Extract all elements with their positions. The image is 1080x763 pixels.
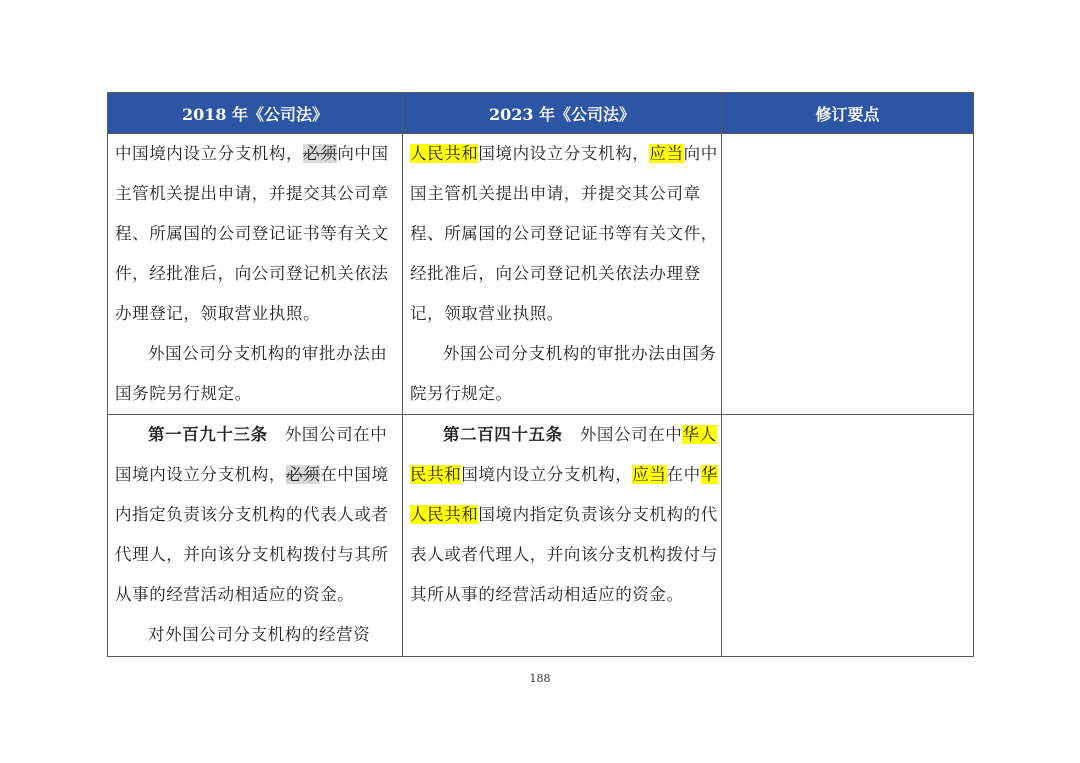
paragraph [410, 134, 718, 334]
article-number: 第一百九十三条 [148, 425, 268, 444]
text-span: 外国公司在中 [579, 425, 683, 444]
paragraph [115, 415, 399, 615]
header-2023-law: 2023 年《公司法》 [403, 93, 722, 134]
cell-revision-notes [722, 415, 974, 657]
deleted-text: 必须 [286, 465, 321, 484]
text-span: 向中国主管机关提出申请，并提交其公司章程、所属国的公司登记证书等有关文件，经批准后，向公司登记机关依法办理登记，领取营业执照。 [115, 144, 389, 323]
paragraph: 对外国公司分支机构的经营资 [148, 625, 371, 644]
deleted-text: 必须 [303, 144, 338, 163]
header-revision-points: 修订要点 [722, 93, 974, 134]
cell-2018-text [108, 415, 403, 657]
text-span: 向中国主管机关提出申请，并提交其公司章程、所属国的公司登记证书等有关文件，经批准后，向公司登记机关依法办理登记，领取营业执照。 [410, 144, 718, 323]
text-span: 在中国境内指定负责该分支机构的代表人或者代理人，并向该分支机构拨付与其所从事的经营活动相适应的资金。 [115, 465, 389, 604]
paragraph: 外国公司分支机构的审批办法由国务院另行规定。 [410, 344, 717, 403]
cell-2023-text [403, 134, 722, 415]
text-span: 国境内设立分支机构， [478, 144, 650, 163]
article-number: 第二百四十五条 [443, 425, 563, 444]
table-row [108, 134, 974, 415]
text-span: 国境内指定负责该分支机构的代表人或者代理人，并向该分支机构拨付与其所从事的经营活动相适应的资金。 [410, 505, 718, 604]
text-span: 国境内设立分支机构， [461, 465, 633, 484]
page-number: 188 [529, 672, 551, 685]
paragraph: 外国公司分支机构的审批办法由国务院另行规定。 [115, 344, 388, 403]
highlighted-text: 人民共和 [410, 144, 479, 163]
header-2018-law: 2018 年《公司法》 [108, 93, 403, 134]
text-span: 外国公司在中国境内设立分支机构， [115, 425, 388, 484]
highlighted-text: 华人民共和 [410, 465, 718, 524]
highlighted-text: 应当 [649, 144, 684, 163]
cell-2018-text [108, 134, 403, 415]
comparison-table [107, 92, 974, 657]
cell-2023-text [403, 415, 722, 657]
highlighted-text: 华人民共和 [410, 425, 717, 484]
highlighted-text: 应当 [632, 465, 667, 484]
table-header-row [108, 93, 974, 134]
table-row [108, 415, 974, 657]
cell-revision-notes [722, 134, 974, 415]
text-span: 中国境内设立分支机构， [115, 144, 304, 163]
text-span: 在中 [666, 465, 701, 484]
paragraph [115, 134, 399, 334]
paragraph [410, 415, 718, 615]
